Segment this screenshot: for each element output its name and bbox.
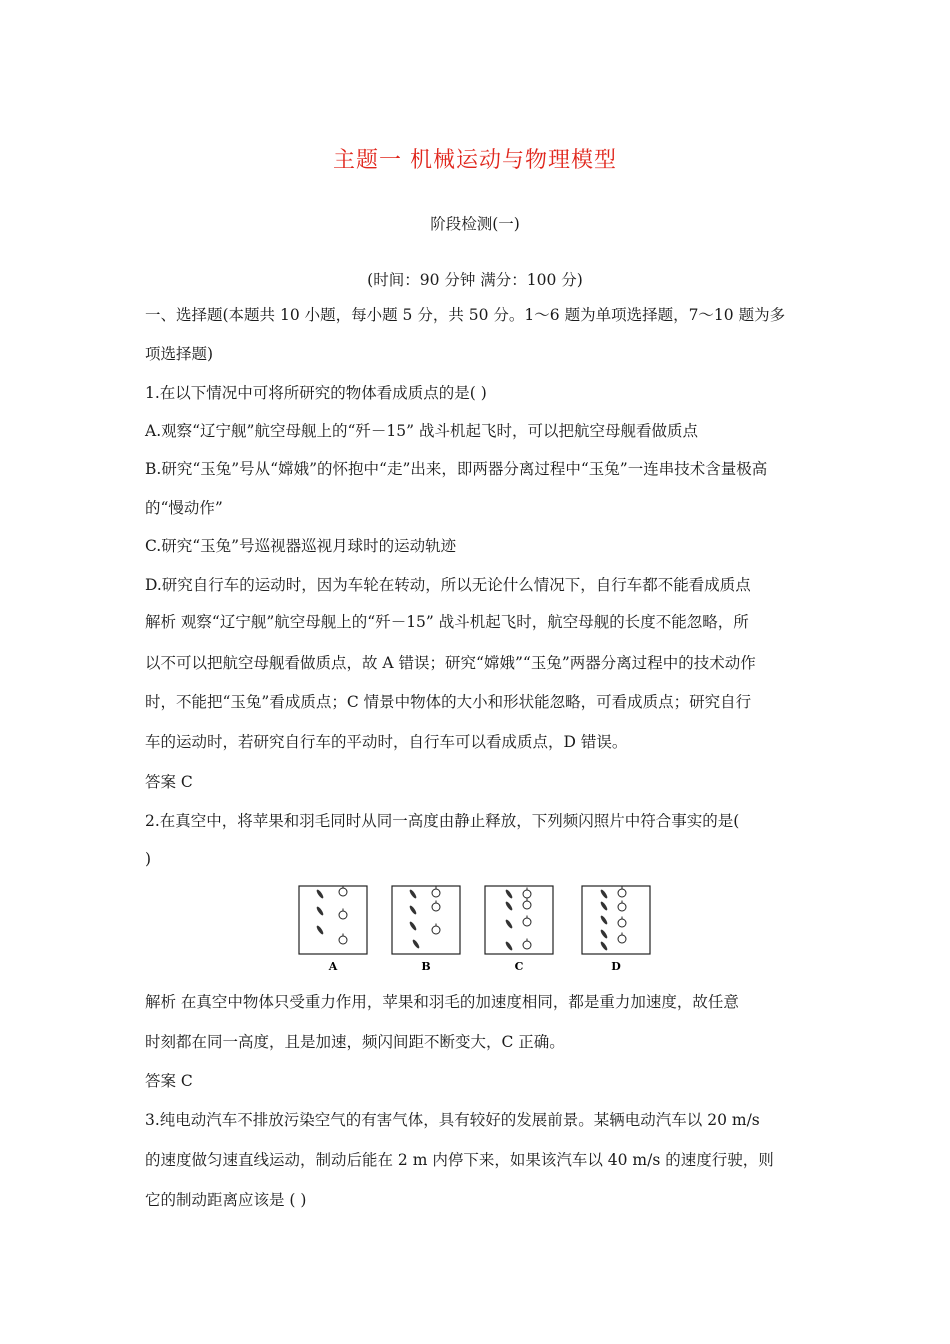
q1-answer: 答案 C: [145, 773, 193, 791]
panel-c-apples: [523, 888, 531, 950]
q3-stem-line-3: 它的制动距离应该是 ( ): [145, 1191, 307, 1209]
figure-panel-b: [392, 886, 460, 973]
panel-a-apples: [339, 886, 347, 945]
q2-answer: 答案 C: [145, 1072, 193, 1090]
panel-d-apples: [618, 887, 626, 944]
q1-analysis-line-1: 解析 观察“辽宁舰”航空母舰上的“歼－15” 战斗机起飞时，航空母舰的长度不能忽略，所: [145, 613, 749, 631]
strobe-photo-figure: [296, 884, 658, 976]
q1-stem: 1.在以下情况中可将所研究的物体看成质点的是( ): [145, 384, 487, 402]
panel-b-apples: [432, 887, 440, 935]
q1-option-a: A.观察“辽宁舰”航空母舰上的“歼－15” 战斗机起飞时，可以把航空母舰看做质点: [145, 422, 698, 440]
figure-panel-d: [582, 886, 650, 973]
q1-option-b-line-1: B.研究“玉兔”号从“嫦娥”的怀抱中“走”出来，即两器分离过程中“玉兔”一连串技术含量极高: [145, 460, 768, 478]
page-title: 主题一 机械运动与物理模型: [333, 148, 617, 173]
q3-stem-line-1: 3.纯电动汽车不排放污染空气的有害气体，具有较好的发展前景。某辆电动汽车以 20 m/s: [145, 1111, 760, 1129]
figure-panel-a: [299, 886, 367, 974]
q3-stem-line-2: 的速度做匀速直线运动，制动后能在 2 m 内停下来，如果该汽车以 40 m/s 的速度行驶，则: [145, 1151, 774, 1169]
panel-b-feathers: [409, 889, 421, 950]
q1-analysis-line-4: 车的运动时，若研究自行车的平动时，自行车可以看成质点，D 错误。: [145, 733, 628, 751]
exam-time-info: (时间：90 分钟 满分：100 分): [367, 271, 583, 289]
section-header-line-1: 一、选择题(本题共 10 小题，每小题 5 分，共 50 分。1～6 题为单项选择题，7～10 题为多: [145, 306, 786, 324]
q1-option-b-line-2: 的“慢动作”: [145, 499, 223, 517]
q1-option-c: C.研究“玉兔”号巡视器巡视月球时的运动轨迹: [145, 537, 457, 555]
panel-a-feathers: [316, 889, 325, 936]
q1-analysis-line-2: 以不可以把航空母舰看做质点，故 A 错误；研究“嫦娥”“玉兔”两器分离过程中的技术动作: [145, 654, 756, 672]
q2-stem-line-1: 2.在真空中，将苹果和羽毛同时从同一高度由静止释放，下列频闪照片中符合事实的是(: [145, 812, 740, 830]
figure-label-b: B: [421, 960, 431, 973]
panel-c-feathers: [505, 889, 514, 952]
section-header-line-2: 项选择题): [145, 345, 214, 363]
panel-d-feathers: [600, 889, 609, 952]
q2-analysis-line-2: 时刻都在同一高度，且是加速，频闪间距不断变大，C 正确。: [145, 1033, 565, 1051]
figure-label-a: A: [328, 960, 338, 973]
figure-panel-c: [485, 886, 553, 973]
q1-option-d: D.研究自行车的运动时，因为车轮在转动，所以无论什么情况下，自行车都不能看成质点: [145, 576, 751, 594]
q1-analysis-line-3: 时，不能把“玉兔”看成质点；C 情景中物体的大小和形状能忽略，可看成质点；研究自行: [145, 693, 752, 711]
figure-label-d: D: [611, 960, 621, 973]
figure-label-c: C: [514, 960, 524, 973]
q2-stem-line-2: ): [145, 850, 152, 868]
q2-analysis-line-1: 解析 在真空中物体只受重力作用，苹果和羽毛的加速度相同，都是重力加速度，故任意: [145, 993, 739, 1011]
page-subtitle: 阶段检测(一): [430, 215, 520, 233]
